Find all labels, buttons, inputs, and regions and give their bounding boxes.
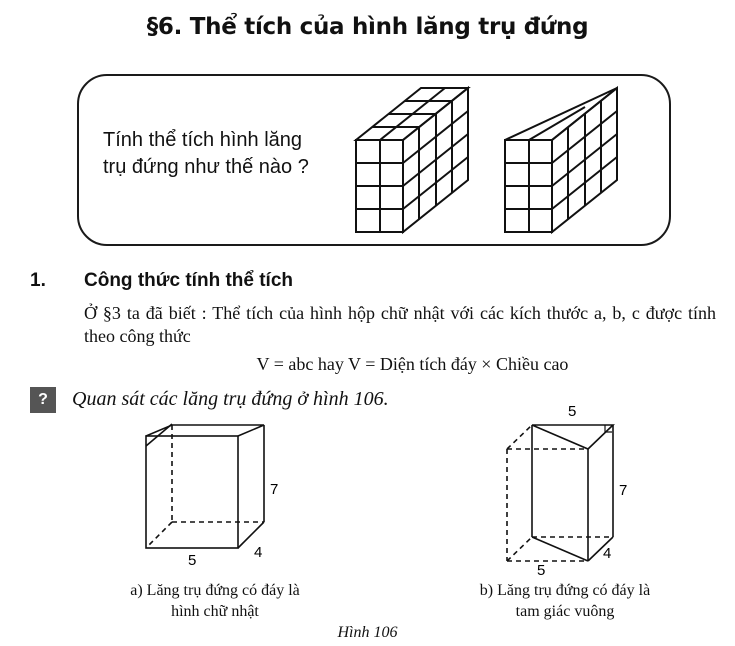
cube-stack-rectangular-prism-icon	[356, 88, 468, 232]
cube-stacks-illustration	[340, 80, 640, 245]
cube-stack-triangular-prism-icon	[505, 88, 617, 232]
dim-height-b: 7	[619, 482, 628, 499]
section-paragraph: Ở §3 ta đã biết : Thể tích của hình hộp chữ nhật với các kích thước a, b, c được tính theo công thức	[84, 303, 716, 346]
dim-top-b: 5	[568, 403, 577, 420]
page-title: §6. Thể tích của hình lăng trụ đứng	[146, 14, 589, 40]
figure-label: Hình 106	[337, 624, 398, 641]
dim-depth-b: 4	[603, 545, 612, 562]
intro-question-line2: trụ đứng như thế nào ?	[103, 156, 309, 178]
triangular-prism-diagram	[495, 400, 655, 575]
dim-width-a: 5	[188, 552, 197, 565]
caption-a-line1: a) Lăng trụ đứng có đáy là	[130, 582, 300, 599]
caption-b-line1: b) Lăng trụ đứng có đáy là	[479, 582, 651, 599]
exercise-prompt: Quan sát các lăng trụ đứng ở hình 106.	[72, 388, 389, 410]
caption-a	[100, 580, 330, 622]
caption-b-line2: tam giác vuông	[515, 603, 615, 620]
intro-question	[103, 127, 309, 181]
dim-bottom-b: 5	[537, 562, 546, 575]
section-number: 1.	[30, 270, 46, 291]
caption-a-line2: hình chữ nhật	[171, 603, 259, 620]
dim-depth-a: 4	[254, 544, 263, 561]
rectangular-prism-diagram	[130, 420, 300, 565]
intro-question-line1: Tính thể tích hình lăng	[103, 129, 303, 151]
caption-b	[450, 580, 680, 622]
dim-height-a: 7	[270, 481, 279, 498]
question-badge: ?	[30, 387, 56, 413]
section-heading: Công thức tính thể tích	[84, 270, 294, 291]
volume-formula: V = abc hay V = Diện tích đáy × Chiều cao	[256, 354, 569, 374]
